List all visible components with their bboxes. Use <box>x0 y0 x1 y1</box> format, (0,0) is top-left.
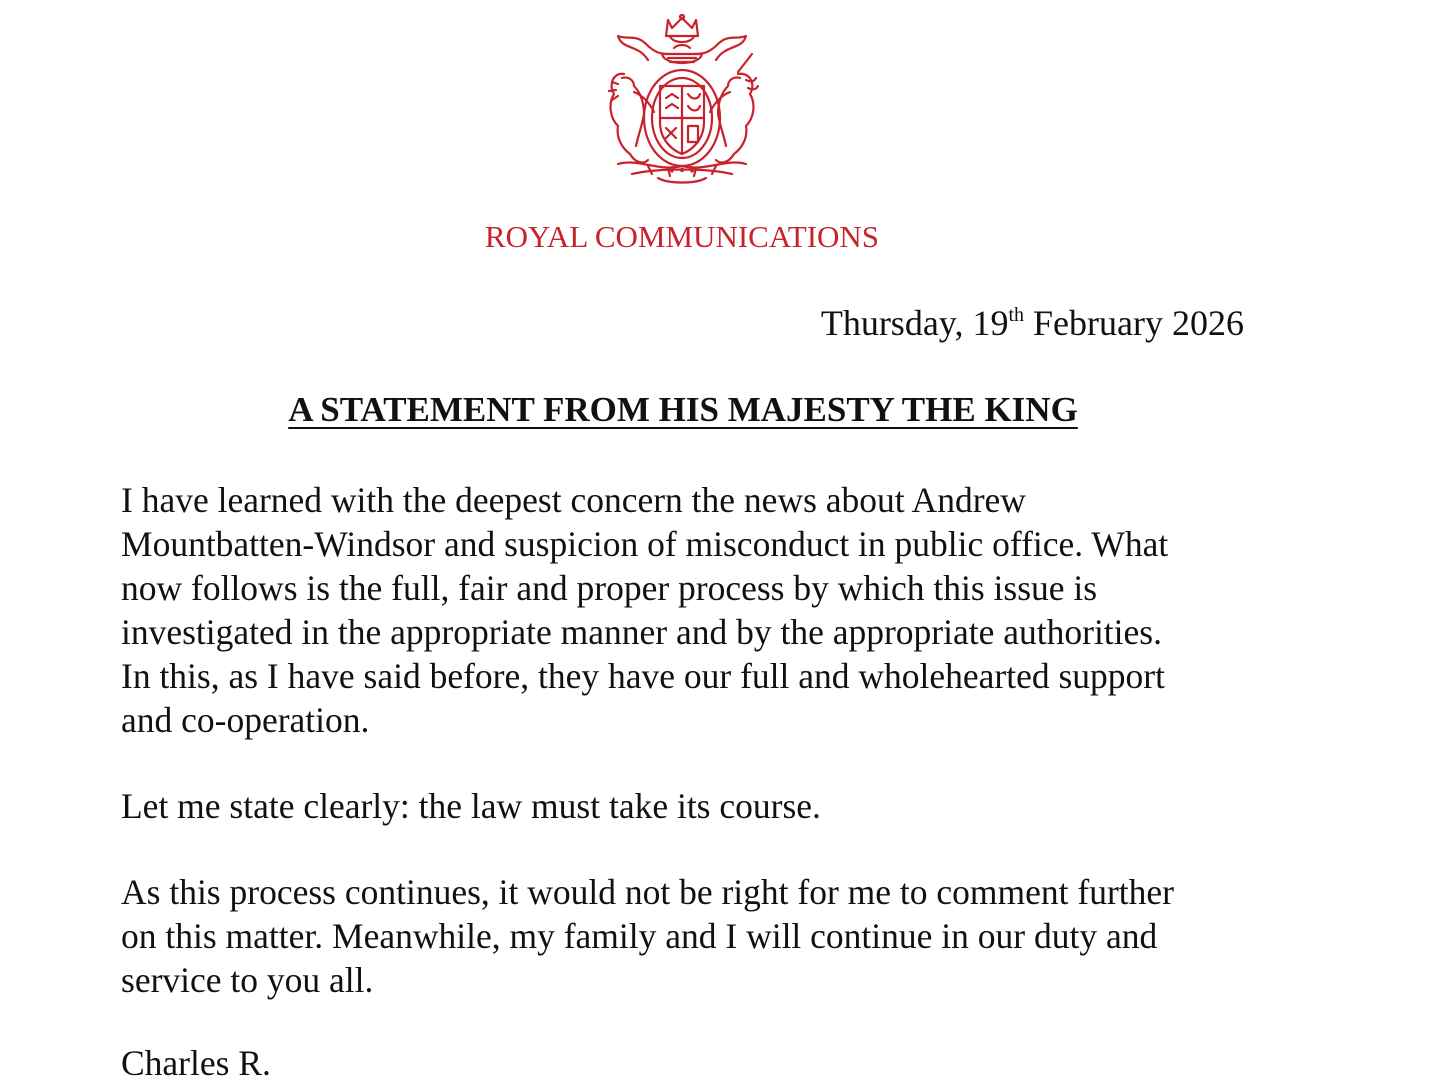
paragraph-1 <box>121 478 1261 742</box>
royal-coat-of-arms-icon <box>588 14 776 186</box>
paragraph-line: Let me state clearly: the law must take its course. <box>121 786 821 826</box>
paragraph-3 <box>121 870 1261 1002</box>
date-day: Thursday, 19 <box>820 303 1009 343</box>
paragraph-line: As this process continues, it would not be right for me to comment further <box>121 872 1174 912</box>
signature: Charles R. <box>121 1043 271 1080</box>
letterhead-title: ROYAL COMMUNICATIONS <box>484 219 880 254</box>
paragraph-2 <box>121 784 1261 828</box>
paragraph-line: service to you all. <box>121 960 374 1000</box>
date-ordinal-suffix: th <box>1008 304 1025 326</box>
paragraph-line: now follows is the full, fair and proper process by which this issue is <box>121 568 1098 608</box>
paragraph-line: I have learned with the deepest concern the news about Andrew <box>121 480 1026 520</box>
paragraph-line: on this matter. Meanwhile, my family and I will continue in our duty and <box>121 916 1158 956</box>
paragraph-line: investigated in the appropriate manner and by the appropriate authorities. <box>121 612 1162 652</box>
paragraph-line: Mountbatten-Windsor and suspicion of misconduct in public office. What <box>121 524 1169 564</box>
statement-date <box>821 302 1244 344</box>
date-month-year: February 2026 <box>1024 303 1244 343</box>
paragraph-line: In this, as I have said before, they have our full and wholehearted support <box>121 656 1165 696</box>
statement-heading: A STATEMENT FROM HIS MAJESTY THE KING <box>288 390 1078 429</box>
paragraph-line: and co-operation. <box>121 700 370 740</box>
